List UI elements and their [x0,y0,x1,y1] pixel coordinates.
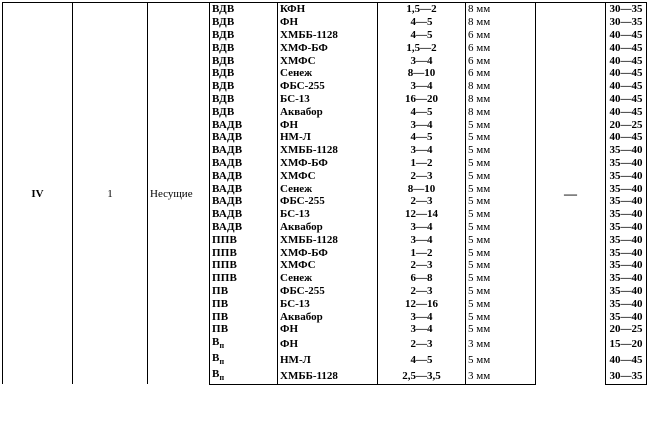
material-cell: ХМФС [278,169,378,182]
wood-cell [210,169,278,182]
wood-cell [210,208,278,221]
wood-cell [210,80,278,93]
term-cell: 35—40 [606,144,647,157]
wood-cell [210,336,278,352]
number-cell: 1 [73,3,148,385]
term-cell: 30—35 [606,16,647,29]
solution-cell: 8—10 [378,182,466,195]
wood-cell [210,246,278,259]
wood-cell [210,41,278,54]
wood-code: ППВ [212,246,238,259]
term-cell: 40—45 [606,67,647,80]
solution-cell: 3—4 [378,54,466,67]
solution-cell: 3—4 [378,144,466,157]
thickness-cell: 5 мм [466,182,536,195]
term-cell: 35—40 [606,169,647,182]
term-cell: 35—40 [606,259,647,272]
solution-cell: 4—5 [378,105,466,118]
material-cell: ФБС-255 [278,195,378,208]
term-cell: 40—45 [606,352,647,368]
material-cell: ХМББ-1128 [278,368,378,385]
wood-code: ВАДВ [212,195,243,208]
structure-type-cell: Несущие [148,3,210,385]
material-cell: БС-13 [278,93,378,106]
solution-cell: 4—5 [378,29,466,42]
wood-cell [210,93,278,106]
table-row [3,3,647,16]
wood-cell [210,67,278,80]
wood-code: ВДВ [212,28,235,41]
material-cell: Аквабор [278,105,378,118]
solution-cell: 8—10 [378,67,466,80]
material-cell: ФН [278,118,378,131]
term-cell: 35—40 [606,208,647,221]
solution-cell: 2,5—3,5 [378,368,466,385]
material-cell: БС-13 [278,208,378,221]
wood-code: ВАДВ [212,144,243,157]
thickness-cell: 5 мм [466,297,536,310]
term-cell: 30—35 [606,3,647,16]
material-cell: Сенеж [278,272,378,285]
wood-cell [210,54,278,67]
solution-cell: 1—2 [378,157,466,170]
term-cell: 35—40 [606,246,647,259]
solution-cell: 1—2 [378,246,466,259]
wood-code: ВДВ [212,105,235,118]
thickness-cell: 5 мм [466,208,536,221]
material-cell: НМ-Л [278,131,378,144]
term-cell: 20—25 [606,118,647,131]
material-cell: ХМББ-1128 [278,144,378,157]
term-cell: 40—45 [606,41,647,54]
thickness-cell: 5 мм [466,144,536,157]
term-cell: 40—45 [606,80,647,93]
wood-code: В [212,335,220,348]
wood-cell [210,195,278,208]
thickness-cell: 5 мм [466,352,536,368]
thickness-cell: 5 мм [466,195,536,208]
solution-cell: 2—3 [378,259,466,272]
solution-cell: 3—4 [378,233,466,246]
solution-cell: 12—14 [378,208,466,221]
thickness-cell: 8 мм [466,105,536,118]
wood-cell [210,105,278,118]
thickness-cell: 8 мм [466,80,536,93]
wood-code: ВАДВ [212,169,243,182]
material-cell: ХМББ-1128 [278,233,378,246]
material-cell: ФН [278,323,378,336]
wood-code: ВДВ [212,41,235,54]
wood-code: ППВ [212,259,238,272]
wood-cell [210,259,278,272]
solution-cell: 4—5 [378,131,466,144]
term-cell: 40—45 [606,105,647,118]
solution-cell: 1,5—2 [378,41,466,54]
wood-code: ППВ [212,233,238,246]
wood-code: ППВ [212,272,238,285]
treatment-table [2,2,647,385]
solution-cell: 2—3 [378,336,466,352]
material-cell: Аквабор [278,221,378,234]
thickness-cell: 8 мм [466,3,536,16]
term-cell: 35—40 [606,272,647,285]
wood-code: ВАДВ [212,118,243,131]
wood-cell [210,323,278,336]
solution-cell: 4—5 [378,16,466,29]
thickness-cell: 3 мм [466,368,536,385]
thickness-cell: 5 мм [466,246,536,259]
material-cell: ФН [278,336,378,352]
material-cell: Сенеж [278,67,378,80]
material-cell: ФБС-255 [278,285,378,298]
wood-cell [210,118,278,131]
wood-code: ВАДВ [212,182,243,195]
wood-cell [210,221,278,234]
thickness-cell: 5 мм [466,221,536,234]
wood-cell [210,352,278,368]
solution-cell: 2—3 [378,169,466,182]
wood-cell [210,310,278,323]
dash-cell: — [536,3,606,385]
thickness-cell: 5 мм [466,157,536,170]
wood-code: ВАДВ [212,156,243,169]
term-cell: 40—45 [606,54,647,67]
thickness-cell: 6 мм [466,67,536,80]
thickness-cell: 5 мм [466,169,536,182]
solution-cell: 2—3 [378,195,466,208]
material-cell: КФН [278,3,378,16]
term-cell: 35—40 [606,310,647,323]
wood-cell [210,368,278,385]
solution-cell: 3—4 [378,221,466,234]
thickness-cell: 6 мм [466,54,536,67]
material-cell: ФН [278,16,378,29]
thickness-cell: 8 мм [466,16,536,29]
solution-cell: 1,5—2 [378,3,466,16]
thickness-cell: 5 мм [466,310,536,323]
wood-code-subscript: п [219,372,225,382]
wood-cell [210,182,278,195]
solution-cell: 2—3 [378,285,466,298]
term-cell: 15—20 [606,336,647,352]
thickness-cell: 5 мм [466,131,536,144]
wood-code: ВДВ [212,67,235,80]
material-cell: ХМФ-БФ [278,246,378,259]
material-cell: ХМББ-1128 [278,29,378,42]
wood-code: ВДВ [212,54,235,67]
wood-code: ВДВ [212,80,235,93]
wood-cell [210,16,278,29]
wood-code: ВДВ [212,92,235,105]
term-cell: 20—25 [606,323,647,336]
term-cell: 40—45 [606,93,647,106]
wood-code: ВАДВ [212,131,243,144]
wood-code: ПВ [212,297,229,310]
wood-cell [210,144,278,157]
solution-cell: 12—16 [378,297,466,310]
wood-code: ВАДВ [212,220,243,233]
thickness-cell: 6 мм [466,29,536,42]
wood-cell [210,3,278,16]
wood-cell [210,29,278,42]
material-cell: ХМФ-БФ [278,157,378,170]
solution-cell: 4—5 [378,352,466,368]
term-cell: 40—45 [606,131,647,144]
solution-cell: 16—20 [378,93,466,106]
material-cell: Аквабор [278,310,378,323]
term-cell: 35—40 [606,182,647,195]
wood-code: ВАДВ [212,208,243,221]
wood-cell [210,285,278,298]
material-cell: НМ-Л [278,352,378,368]
wood-cell [210,157,278,170]
wood-cell [210,272,278,285]
term-cell: 35—40 [606,285,647,298]
wood-code: ПВ [212,284,229,297]
solution-cell: 3—4 [378,310,466,323]
material-cell: ХМФС [278,54,378,67]
wood-code: ВДВ [212,3,235,16]
category-cell: IV [3,3,73,385]
wood-code: ВДВ [212,16,235,29]
term-cell: 40—45 [606,29,647,42]
thickness-cell: 3 мм [466,336,536,352]
thickness-cell: 8 мм [466,93,536,106]
solution-cell: 3—4 [378,80,466,93]
term-cell: 35—40 [606,233,647,246]
thickness-cell: 5 мм [466,259,536,272]
term-cell: 35—40 [606,221,647,234]
thickness-cell: 5 мм [466,323,536,336]
material-cell: Сенеж [278,182,378,195]
material-cell: БС-13 [278,297,378,310]
term-cell: 35—40 [606,297,647,310]
material-cell: ХМФ-БФ [278,41,378,54]
thickness-cell: 5 мм [466,285,536,298]
thickness-cell: 5 мм [466,233,536,246]
term-cell: 35—40 [606,195,647,208]
wood-code: ПВ [212,323,229,336]
solution-cell: 6—8 [378,272,466,285]
thickness-cell: 5 мм [466,118,536,131]
thickness-cell: 5 мм [466,272,536,285]
solution-cell: 3—4 [378,118,466,131]
wood-code: В [212,351,220,364]
solution-cell: 3—4 [378,323,466,336]
wood-code-subscript: п [219,340,225,350]
wood-code: В [212,367,220,380]
wood-cell [210,297,278,310]
material-cell: ХМФС [278,259,378,272]
wood-code-subscript: п [219,356,225,366]
wood-cell [210,131,278,144]
thickness-cell: 6 мм [466,41,536,54]
term-cell: 35—40 [606,157,647,170]
wood-code: ПВ [212,310,229,323]
term-cell: 30—35 [606,368,647,385]
wood-cell [210,233,278,246]
material-cell: ФБС-255 [278,80,378,93]
